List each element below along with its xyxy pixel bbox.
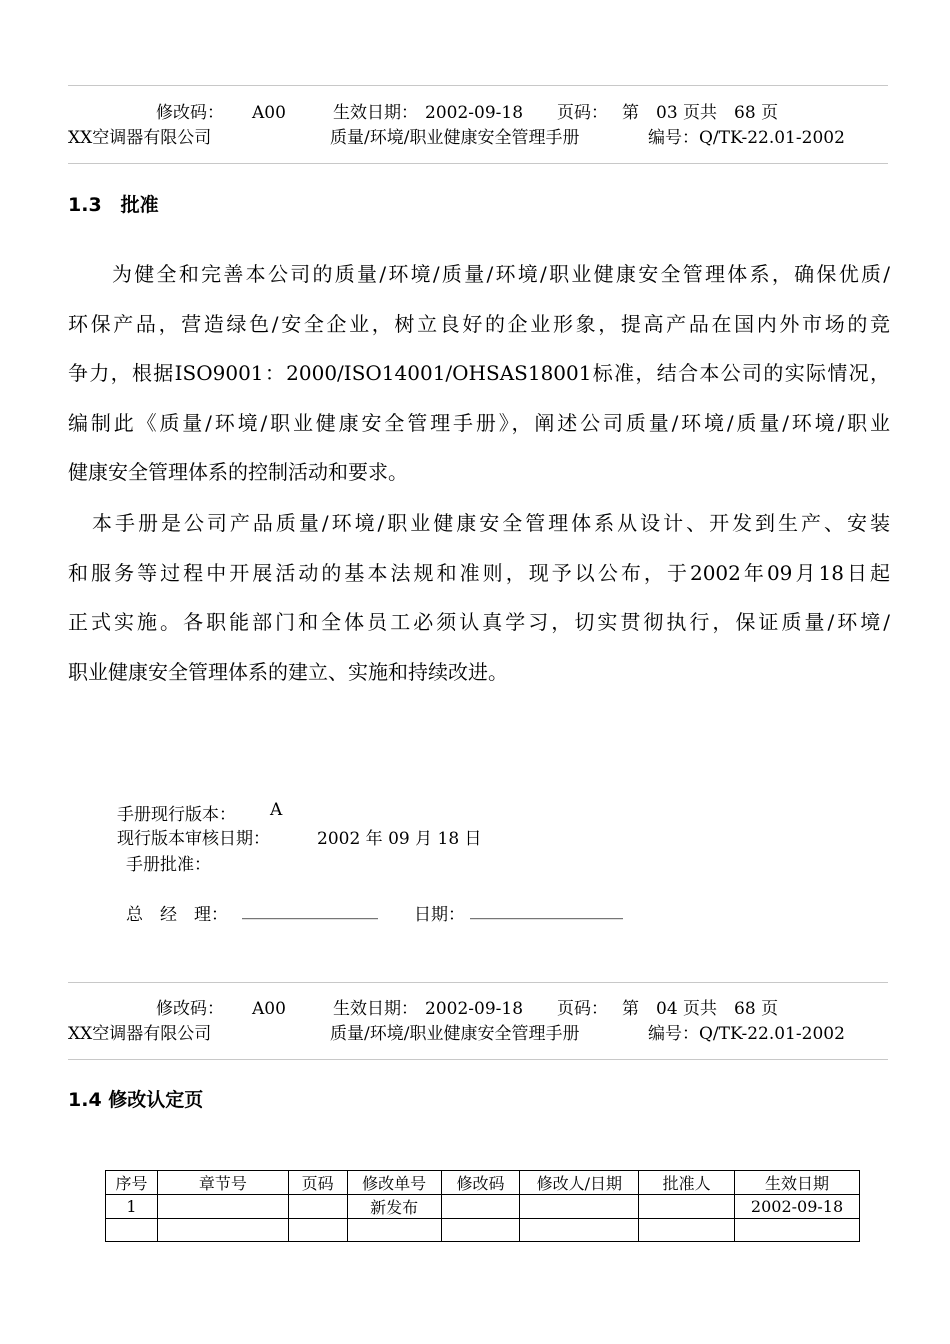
table-cell [288, 1195, 347, 1219]
table-header-cell: 修改单号 [347, 1171, 441, 1195]
table-cell [441, 1219, 520, 1242]
effective-label: 生效日期： [333, 103, 418, 123]
general-manager-label: 总 经 理： [126, 905, 228, 925]
approval-paragraph-2 [68, 499, 890, 697]
header-bottom-rule [68, 163, 888, 164]
company-name: XX空调器有限公司 [68, 128, 212, 148]
revision-table [105, 1170, 860, 1242]
paragraph-line: 为健全和完善本公司的质量/环境/质量/环境/职业健康安全管理体系，确保优质/ [112, 262, 890, 286]
approval-paragraph-1 [68, 250, 890, 498]
revision-value: A00 [252, 999, 286, 1019]
paragraph-line: 本手册是公司产品质量/环境/职业健康安全管理体系从设计、开发到生产、安装 [92, 511, 890, 535]
table-cell [639, 1219, 735, 1242]
revision-label: 修改码： [156, 999, 224, 1019]
table-cell [157, 1219, 288, 1242]
manual-title: 质量/环境/职业健康安全管理手册 [330, 128, 580, 148]
table-cell: 新发布 [347, 1195, 441, 1219]
paragraph-line: 职业健康安全管理体系的建立、实施和持续改进。 [68, 659, 508, 684]
paragraph-line: 健康安全管理体系的控制活动和要求。 [68, 460, 408, 485]
table-cell [347, 1219, 441, 1242]
review-date-value: 2002 年 09 月 18 日 [317, 829, 482, 849]
manual-title: 质量/环境/职业健康安全管理手册 [330, 1024, 580, 1044]
table-header-cell: 章节号 [157, 1171, 288, 1195]
table-header-row [106, 1171, 860, 1195]
effective-value: 2002-09-18 [425, 103, 524, 123]
table-cell [520, 1219, 639, 1242]
table-header-cell: 修改人/日期 [520, 1171, 639, 1195]
sign-date-line: __________________ [470, 900, 623, 920]
paragraph-line: 环保产品，营造绿色/安全企业，树立良好的企业形象，提高产品在国内外市场的竞 [68, 311, 890, 336]
header-top-rule [68, 85, 888, 86]
table-cell [735, 1219, 860, 1242]
doc-number: 编号：Q/TK-22.01-2002 [648, 128, 845, 148]
effective-value: 2002-09-18 [425, 999, 524, 1019]
revision-value: A00 [252, 103, 286, 123]
table-header-cell: 页码 [288, 1171, 347, 1195]
page-label: 页码： [557, 103, 608, 123]
approval-label: 手册批准： [126, 855, 211, 875]
table-cell [441, 1195, 520, 1219]
effective-label: 生效日期： [333, 999, 418, 1019]
table-row [106, 1195, 860, 1219]
page-label: 页码： [557, 999, 608, 1019]
page-number: 第 03 页共 68 页 [622, 103, 779, 123]
table-cell [639, 1195, 735, 1219]
table-header-cell: 序号 [106, 1171, 158, 1195]
paragraph-line: 正式实施。各职能部门和全体员工必须认真学习，切实贯彻执行，保证质量/环境/ [68, 610, 890, 635]
table-row [106, 1219, 860, 1242]
table-header-cell: 修改码 [441, 1171, 520, 1195]
table-cell [106, 1219, 158, 1242]
revision-label: 修改码： [156, 103, 224, 123]
paragraph-line: 和服务等过程中开展活动的基本法规和准则，现予以公布，于2002年09月18日起 [68, 560, 890, 585]
table-cell: 2002-09-18 [735, 1195, 860, 1219]
header-bottom-rule [68, 1059, 888, 1060]
table-cell [520, 1195, 639, 1219]
review-date-label: 现行版本审核日期： [117, 829, 270, 849]
table-cell: 1 [106, 1195, 158, 1219]
table-header-cell: 批准人 [639, 1171, 735, 1195]
section-title-revision-record: 1.4 修改认定页 [68, 1089, 204, 1111]
paragraph-line: 编制此《质量/环境/职业健康安全管理手册》，阐述公司质量/环境/质量/环境/职业 [68, 410, 890, 435]
general-manager-signature-line: ________________ [242, 900, 378, 920]
table-header-cell: 生效日期 [735, 1171, 860, 1195]
section-title-approval: 1.3 批准 [68, 194, 159, 216]
doc-number: 编号：Q/TK-22.01-2002 [648, 1024, 845, 1044]
table-cell [157, 1195, 288, 1219]
page-number: 第 04 页共 68 页 [622, 999, 779, 1019]
sign-date-label: 日期： [414, 905, 465, 925]
paragraph-line: 争力，根据ISO9001：2000/ISO14001/OHSAS18001标准，结合本公司的实际情况， [68, 361, 890, 386]
header-top-rule [68, 982, 888, 983]
version-label: 手册现行版本： [117, 805, 236, 825]
company-name: XX空调器有限公司 [68, 1024, 212, 1044]
version-value: A [270, 800, 283, 820]
table-cell [288, 1219, 347, 1242]
